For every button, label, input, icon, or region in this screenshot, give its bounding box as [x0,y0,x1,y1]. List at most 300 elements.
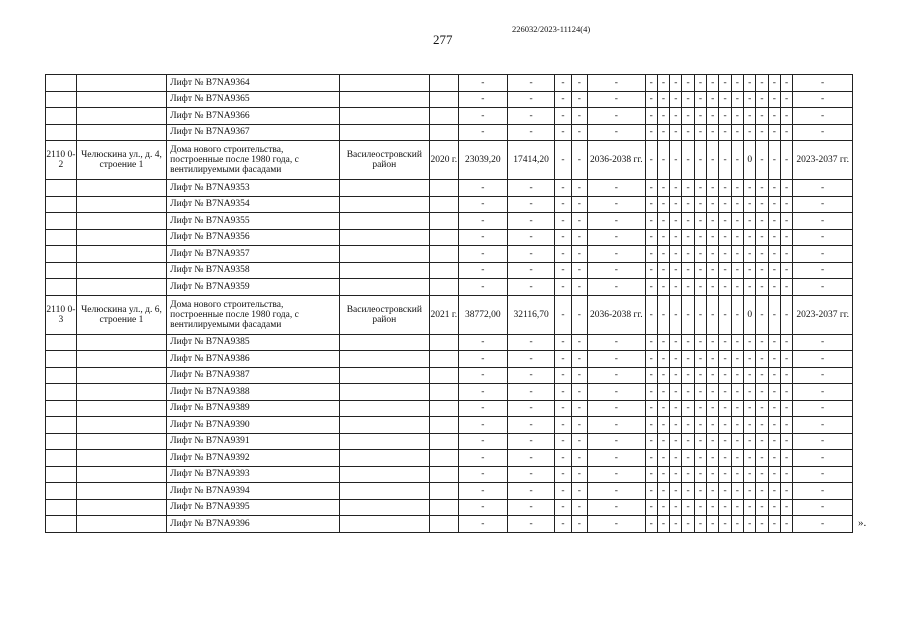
dash-cell: - [694,108,706,125]
dash-cell: - [719,516,731,533]
dash-cell: - [458,246,507,263]
dash-cell: - [744,334,756,351]
empty-cell [76,384,166,401]
dash-cell: - [588,279,645,296]
dash-cell: - [571,141,587,180]
lift-row [46,351,853,368]
dash-cell: - [670,516,682,533]
dash-cell: - [555,400,571,417]
dash-cell: - [744,433,756,450]
dash-cell: - [670,229,682,246]
empty-cell [339,246,429,263]
dash-cell: - [756,246,768,263]
dash-cell: - [780,108,792,125]
lift-name: Лифт № В7NA9390 [167,417,339,434]
dash-cell: - [694,450,706,467]
dash-cell: - [707,483,719,500]
dash-cell: - [682,466,694,483]
empty-cell [429,334,458,351]
dash-cell: - [670,141,682,180]
dash-cell: - [719,91,731,108]
dash-cell: - [645,367,657,384]
dash-cell: - [682,384,694,401]
dash-cell: - [694,483,706,500]
dash-cell: - [571,213,587,230]
dash-cell: - [670,450,682,467]
dash-cell: - [555,180,571,197]
empty-cell [76,246,166,263]
dash-cell: - [682,91,694,108]
empty-cell [339,108,429,125]
dash-cell: - [780,246,792,263]
empty-cell [76,400,166,417]
empty-cell [46,279,77,296]
empty-cell [339,229,429,246]
empty-cell [429,499,458,516]
lift-row [46,450,853,467]
dash-cell: - [793,229,853,246]
dash-cell: - [507,499,554,516]
dash-cell: - [555,108,571,125]
lift-name: Лифт № В7NA9396 [167,516,339,533]
dash-cell: - [555,91,571,108]
empty-cell [46,400,77,417]
dash-cell: - [682,75,694,92]
empty-cell [46,124,77,141]
dash-cell: - [694,279,706,296]
dash-cell: - [744,400,756,417]
dash-cell: - [458,75,507,92]
dash-cell: - [756,400,768,417]
area-living: 17414,20 [507,141,554,180]
dash-cell: - [571,450,587,467]
house-number: 2110 0-2 [46,141,77,180]
lift-row [46,196,853,213]
dash-cell: - [744,75,756,92]
dash-cell: - [793,75,853,92]
empty-cell [339,400,429,417]
dash-cell: - [682,196,694,213]
dash-cell: - [793,466,853,483]
dash-cell: - [588,196,645,213]
empty-cell [46,91,77,108]
empty-cell [46,450,77,467]
empty-cell [46,367,77,384]
dash-cell: - [571,295,587,334]
dash-cell: - [793,279,853,296]
empty-cell [429,384,458,401]
dash-cell: - [458,213,507,230]
dash-cell: - [744,466,756,483]
dash-cell: - [571,91,587,108]
dash-cell: - [682,516,694,533]
dash-cell: - [793,246,853,263]
dash-cell: - [744,108,756,125]
dash-cell: - [645,417,657,434]
dash-cell: - [719,483,731,500]
dash-cell: - [555,516,571,533]
dash-cell: - [657,295,669,334]
dash-cell: - [731,516,743,533]
dash-cell: - [694,180,706,197]
lift-name: Лифт № В7NA9357 [167,246,339,263]
dash-cell: - [588,466,645,483]
dash-cell: - [507,433,554,450]
dash-cell: - [780,295,792,334]
dash-cell: - [707,213,719,230]
lift-row [46,367,853,384]
term-period: 2023-2037 гг. [793,141,853,180]
dash-cell: - [780,483,792,500]
dash-cell: - [719,367,731,384]
dash-cell: - [793,334,853,351]
dash-cell: - [768,417,780,434]
dash-cell: - [682,180,694,197]
dash-cell: - [707,196,719,213]
dash-cell: - [731,279,743,296]
page-number: 277 [433,32,453,47]
dash-cell: - [719,75,731,92]
dash-cell: - [555,384,571,401]
lift-name: Лифт № В7NA9391 [167,433,339,450]
dash-cell: - [588,483,645,500]
lift-name: Лифт № В7NA9359 [167,279,339,296]
dash-cell: - [555,483,571,500]
empty-cell [46,334,77,351]
dash-cell: - [719,466,731,483]
dash-cell: - [694,91,706,108]
dash-cell: - [657,124,669,141]
dash-cell: - [756,141,768,180]
dash-cell: - [719,108,731,125]
dash-cell: - [793,351,853,368]
lift-name: Лифт № В7NA9364 [167,75,339,92]
dash-cell: - [670,213,682,230]
dash-cell: - [694,334,706,351]
dash-cell: - [780,213,792,230]
dash-cell: - [694,246,706,263]
dash-cell: - [682,279,694,296]
dash-cell: - [670,351,682,368]
dash-cell: - [768,124,780,141]
dash-cell: - [731,75,743,92]
dash-cell: - [756,279,768,296]
dash-cell: - [694,384,706,401]
dash-cell: - [719,384,731,401]
dash-cell: - [756,229,768,246]
dash-cell: - [588,433,645,450]
lift-row [46,262,853,279]
empty-cell [339,516,429,533]
lift-name: Лифт № В7NA9354 [167,196,339,213]
dash-cell: - [645,334,657,351]
lift-name: Лифт № В7NA9394 [167,483,339,500]
dash-cell: - [458,466,507,483]
house-address: Челюскина ул., д. 4, строение 1 [76,141,166,180]
dash-cell: - [657,91,669,108]
dash-cell: - [719,499,731,516]
dash-cell: - [707,262,719,279]
dash-cell: - [707,108,719,125]
dash-cell: - [719,213,731,230]
empty-cell [46,499,77,516]
dash-cell: - [645,499,657,516]
dash-cell: - [768,384,780,401]
empty-cell [339,466,429,483]
dash-cell: - [682,433,694,450]
empty-cell [46,75,77,92]
dash-cell: - [694,141,706,180]
lift-name: Лифт № В7NA9392 [167,450,339,467]
dash-cell: - [719,124,731,141]
dash-cell: - [657,433,669,450]
empty-cell [339,124,429,141]
dash-cell: - [731,450,743,467]
dash-cell: - [780,180,792,197]
empty-cell [46,516,77,533]
dash-cell: - [731,384,743,401]
dash-cell: - [707,450,719,467]
dash-cell: - [507,466,554,483]
dash-cell: - [793,124,853,141]
dash-cell: - [645,141,657,180]
dash-cell: - [756,516,768,533]
dash-cell: - [719,334,731,351]
dash-cell: - [571,417,587,434]
dash-cell: - [571,499,587,516]
dash-cell: - [555,295,571,334]
dash-cell: - [744,262,756,279]
dash-cell: - [507,108,554,125]
dash-cell: - [793,91,853,108]
dash-cell: - [657,351,669,368]
dash-cell: - [588,417,645,434]
dash-cell: - [645,384,657,401]
dash-cell: - [694,75,706,92]
dash-cell: - [719,295,731,334]
dash-cell: - [588,229,645,246]
empty-cell [429,351,458,368]
dash-cell: - [768,400,780,417]
zero-value: 0 [744,141,756,180]
empty-cell [76,516,166,533]
dash-cell: - [744,229,756,246]
district-name: Василеостровский район [339,295,429,334]
dash-cell: - [731,108,743,125]
dash-cell: - [756,351,768,368]
dash-cell: - [768,295,780,334]
dash-cell: - [657,417,669,434]
dash-cell: - [682,351,694,368]
dash-cell: - [458,351,507,368]
dash-cell: - [780,334,792,351]
house-row [46,295,853,334]
dash-cell: - [645,295,657,334]
empty-cell [429,75,458,92]
dash-cell: - [670,196,682,213]
empty-cell [46,483,77,500]
dash-cell: - [756,466,768,483]
dash-cell: - [555,499,571,516]
dash-cell: - [670,295,682,334]
lift-name: Лифт № В7NA9395 [167,499,339,516]
empty-cell [46,433,77,450]
dash-cell: - [657,246,669,263]
lift-name: Лифт № В7NA9389 [167,400,339,417]
dash-cell: - [645,466,657,483]
dash-cell: - [571,334,587,351]
dash-cell: - [731,229,743,246]
dash-cell: - [555,141,571,180]
dash-cell: - [694,196,706,213]
dash-cell: - [458,400,507,417]
dash-cell: - [588,400,645,417]
dash-cell: - [645,75,657,92]
dash-cell: - [670,417,682,434]
lift-name: Лифт № В7NA9365 [167,91,339,108]
dash-cell: - [780,279,792,296]
dash-cell: - [731,91,743,108]
empty-cell [46,108,77,125]
dash-cell: - [707,229,719,246]
dash-cell: - [588,262,645,279]
lift-row [46,516,853,533]
dash-cell: - [768,141,780,180]
dash-cell: - [780,141,792,180]
empty-cell [76,279,166,296]
dash-cell: - [507,516,554,533]
empty-cell [76,180,166,197]
lift-row [46,75,853,92]
dash-cell: - [670,75,682,92]
empty-cell [76,466,166,483]
dash-cell: - [507,196,554,213]
dash-cell: - [682,334,694,351]
dash-cell: - [657,483,669,500]
dash-cell: - [571,108,587,125]
empty-cell [429,433,458,450]
dash-cell: - [657,141,669,180]
dash-cell: - [707,334,719,351]
dash-cell: - [670,483,682,500]
empty-cell [339,499,429,516]
dash-cell: - [645,279,657,296]
dash-cell: - [731,213,743,230]
dash-cell: - [657,213,669,230]
empty-cell [76,196,166,213]
dash-cell: - [707,141,719,180]
house-address: Челюскина ул., д. 6, строение 1 [76,295,166,334]
dash-cell: - [756,196,768,213]
dash-cell: - [458,450,507,467]
dash-cell: - [707,417,719,434]
dash-cell: - [588,124,645,141]
dash-cell: - [555,466,571,483]
lift-row [46,499,853,516]
empty-cell [76,417,166,434]
dash-cell: - [507,213,554,230]
lift-name: Лифт № В7NA9366 [167,108,339,125]
dash-cell: - [744,180,756,197]
lift-row [46,384,853,401]
dash-cell: - [571,229,587,246]
dash-cell: - [657,279,669,296]
dash-cell: - [719,279,731,296]
empty-cell [429,196,458,213]
dash-cell: - [458,417,507,434]
dash-cell: - [768,334,780,351]
dash-cell: - [588,75,645,92]
dash-cell: - [507,75,554,92]
dash-cell: - [756,384,768,401]
dash-cell: - [571,262,587,279]
dash-cell: - [670,262,682,279]
empty-cell [429,229,458,246]
dash-cell: - [670,367,682,384]
dash-cell: - [731,262,743,279]
lift-row [46,124,853,141]
empty-cell [429,246,458,263]
dash-cell: - [793,108,853,125]
dash-cell: - [645,229,657,246]
repair-period: 2036-2038 гг. [588,295,645,334]
empty-cell [46,384,77,401]
dash-cell: - [768,433,780,450]
dash-cell: - [756,108,768,125]
dash-cell: - [588,367,645,384]
dash-cell: - [756,417,768,434]
dash-cell: - [744,417,756,434]
empty-cell [46,180,77,197]
empty-cell [339,91,429,108]
empty-cell [46,196,77,213]
lift-name: Лифт № В7NA9387 [167,367,339,384]
dash-cell: - [657,400,669,417]
empty-cell [429,262,458,279]
dash-cell: - [458,262,507,279]
dash-cell: - [694,262,706,279]
dash-cell: - [756,75,768,92]
area-total: 23039,20 [458,141,507,180]
dash-cell: - [731,246,743,263]
empty-cell [339,196,429,213]
dash-cell: - [670,499,682,516]
dash-cell: - [657,262,669,279]
dash-cell: - [588,108,645,125]
dash-cell: - [768,466,780,483]
dash-cell: - [756,124,768,141]
dash-cell: - [793,384,853,401]
house-type: Дома нового строительства, построенные после 1980 года, с вентилируемыми фасадами [167,295,339,334]
dash-cell: - [780,196,792,213]
dash-cell: - [756,91,768,108]
empty-cell [429,400,458,417]
dash-cell: - [588,334,645,351]
dash-cell: - [645,108,657,125]
lift-name: Лифт № В7NA9355 [167,213,339,230]
dash-cell: - [571,246,587,263]
dash-cell: - [670,124,682,141]
dash-cell: - [768,213,780,230]
dash-cell: - [780,124,792,141]
dash-cell: - [555,279,571,296]
empty-cell [76,229,166,246]
dash-cell: - [458,516,507,533]
lift-row [46,483,853,500]
district-name: Василеостровский район [339,141,429,180]
dash-cell: - [744,450,756,467]
dash-cell: - [694,295,706,334]
